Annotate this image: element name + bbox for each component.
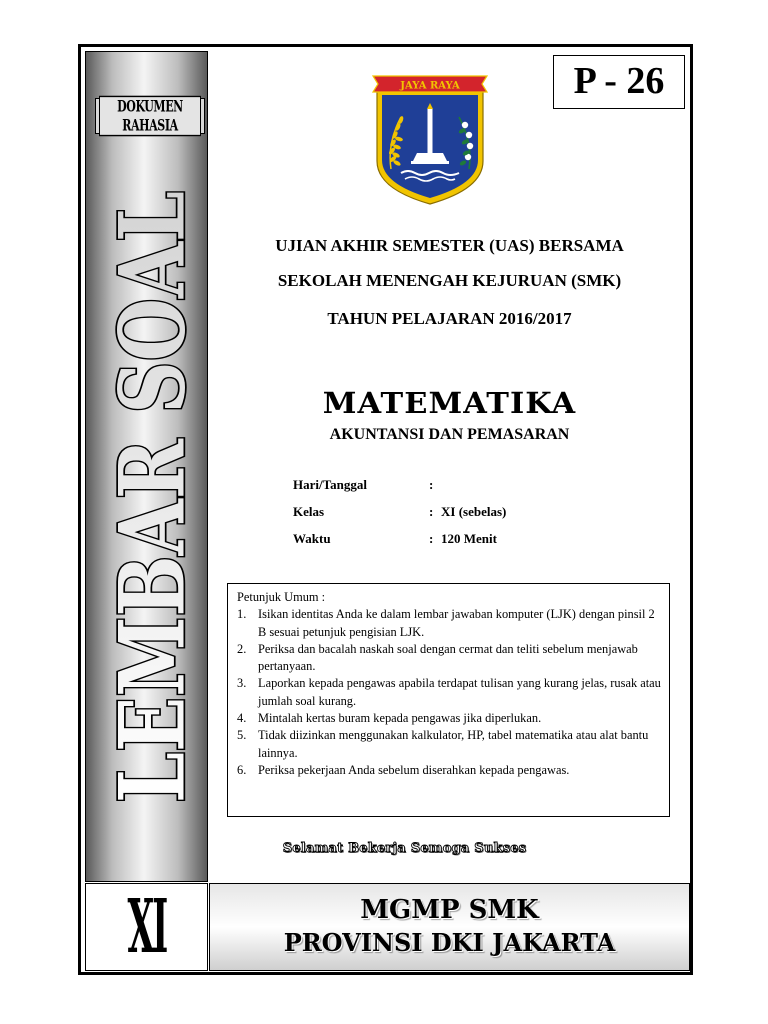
instruction-item <box>237 606 661 641</box>
instruction-text: Periksa dan bacalah naskah soal dengan cermat dan teliti sebelum menjawab pertanyaan. <box>258 641 638 674</box>
exam-info <box>293 477 593 558</box>
instructions-list <box>237 606 661 779</box>
grade-box <box>85 883 208 971</box>
info-label: Hari/Tanggal <box>293 477 367 492</box>
info-row-class <box>293 504 593 531</box>
document-classification-text: DOKUMEN RAHASIA <box>99 96 201 137</box>
info-value: 120 Menit <box>441 531 497 546</box>
info-label: Kelas <box>293 504 325 519</box>
organizer-name: MGMP SMK <box>360 895 539 925</box>
emblem-motto: JAYA RAYA <box>400 80 460 92</box>
instruction-text: Tidak diizinkan menggunakan kalkulator, HP, tabel matematika atau alat bantu lainnya. <box>258 728 649 760</box>
exam-code: P - 26 <box>573 60 665 102</box>
program-subtitle: AKUNTANSI DAN PEMASARAN <box>329 426 570 443</box>
exam-code-box <box>553 55 685 109</box>
side-title-text: LEMBAR SOAL <box>99 228 205 804</box>
side-title-column <box>85 51 208 882</box>
side-title-graphic <box>99 152 205 842</box>
instruction-text: Laporkan kepada pengawas apabila terdapat tulisan yang kurang jelas, rusak atau jumlah soal kurang. <box>258 676 661 708</box>
info-colon: : <box>429 531 434 546</box>
info-row-time <box>293 531 593 558</box>
info-value: XI (sebelas) <box>441 504 507 519</box>
subject-title: MATEMATIKA <box>322 386 577 420</box>
instruction-number: 1. <box>237 607 247 622</box>
side-title <box>99 152 205 842</box>
closing-message <box>209 839 690 857</box>
info-row-date <box>293 477 593 504</box>
grade-roman: XI <box>127 883 166 971</box>
instruction-number: 4. <box>237 711 247 726</box>
cover-sheet <box>78 44 693 975</box>
instruction-item <box>237 762 661 779</box>
instruction-number: 3. <box>237 676 247 691</box>
instruction-text: Isikan identitas Anda ke dalam lembar jawaban komputer (LJK) dengan pinsil 2 B sesuai petunjuk pengisian LJK. <box>258 607 655 639</box>
organizer-banner <box>209 883 690 971</box>
jakarta-coat-of-arms-emblem <box>371 73 489 207</box>
info-label: Waktu <box>293 531 331 546</box>
info-colon: : <box>429 477 434 492</box>
instruction-text: Periksa pekerjaan Anda sebelum diserahkan kepada pengawas. <box>258 762 570 777</box>
document-classification-label <box>95 98 205 134</box>
exam-title-line-2: SEKOLAH MENENGAH KEJURUAN (SMK) <box>277 271 622 290</box>
instruction-number: 2. <box>237 641 247 656</box>
organizer-region: PROVINSI DKI JAKARTA <box>283 928 616 957</box>
exam-title-line-3: TAHUN PELAJARAN 2016/2017 <box>327 309 572 328</box>
instruction-item <box>237 641 661 676</box>
instruction-item <box>237 675 661 710</box>
instructions-title: Petunjuk Umum : <box>237 590 326 604</box>
instruction-item <box>237 710 661 727</box>
instruction-number: 6. <box>237 762 247 777</box>
info-colon: : <box>429 504 434 519</box>
exam-title-line-1: UJIAN AKHIR SEMESTER (UAS) BERSAMA <box>275 236 624 255</box>
instruction-text: Mintalah kertas buram kepada pengawas jika diperlukan. <box>258 711 542 726</box>
instruction-item <box>237 727 661 762</box>
general-instructions-box <box>227 583 670 817</box>
closing-text: Selamat Bekerja Semoga Sukses <box>282 841 527 856</box>
instruction-number: 5. <box>237 728 247 743</box>
